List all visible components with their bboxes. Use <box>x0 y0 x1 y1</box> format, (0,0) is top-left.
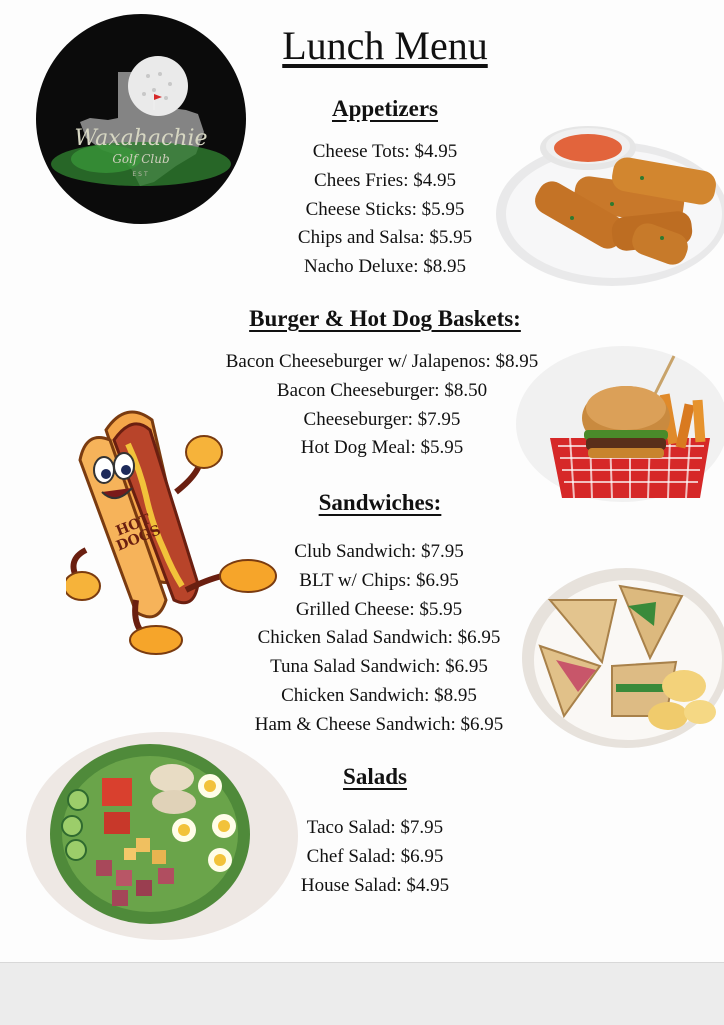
mascot-sign-text: HOT DOGS <box>113 511 164 555</box>
sandwiches-list <box>226 538 532 740</box>
menu-item: Hot Dog Meal: $5.95 <box>300 437 464 459</box>
menu-item: Cheeseburger: $7.95 <box>303 408 461 430</box>
menu-item: Cheese Tots: $4.95 <box>312 141 458 162</box>
appetizers-list <box>240 138 530 282</box>
logo-artwork <box>36 14 246 224</box>
menu-item: BLT w/ Chips: $6.95 <box>299 569 459 591</box>
menu-item: Club Sandwich: $7.95 <box>294 541 464 562</box>
scan-bottom-margin <box>0 962 724 1025</box>
salads-list <box>260 814 490 900</box>
logo-est: EST <box>132 171 150 178</box>
menu-item: Bacon Cheeseburger: $8.50 <box>276 379 488 401</box>
logo-subtitle: Golf Club <box>112 152 170 166</box>
burger-basket-photo <box>498 334 724 506</box>
logo-name: Waxahachie <box>74 126 208 151</box>
sandwiches-heading: Sandwiches: <box>318 490 442 515</box>
menu-item: Tuna Salad Sandwich: $6.95 <box>270 656 488 678</box>
appetizers-heading: Appetizers <box>331 96 439 121</box>
menu-item: Taco Salad: $7.95 <box>306 817 444 838</box>
menu-item: House Salad: $4.95 <box>300 874 450 896</box>
menu-item: Chees Fries: $4.95 <box>314 169 456 191</box>
golf-club-logo-icon <box>36 14 246 224</box>
page-title: Lunch Menu <box>282 23 488 68</box>
burger-baskets-heading: Burger & Hot Dog Baskets: <box>249 306 521 331</box>
menu-item: Cheese Sticks: $5.95 <box>305 198 465 220</box>
menu-item: Chips and Salsa: $5.95 <box>297 227 473 249</box>
menu-item: Nacho Deluxe: $8.95 <box>304 256 466 278</box>
menu-item: Ham & Cheese Sandwich: $6.95 <box>254 713 504 735</box>
cobb-salad-photo <box>24 730 300 942</box>
menu-item: Chicken Sandwich: $8.95 <box>281 684 477 706</box>
menu-item: Chicken Salad Sandwich: $6.95 <box>257 627 501 649</box>
menu-item: Chef Salad: $6.95 <box>306 845 444 867</box>
club-sandwich-photo <box>516 566 724 750</box>
menu-item: Grilled Cheese: $5.95 <box>295 598 463 620</box>
menu-item: Bacon Cheeseburger w/ Jalapenos: $8.95 <box>225 351 539 372</box>
salads-heading: Salads <box>343 764 407 789</box>
mozzarella-sticks-photo <box>492 118 724 286</box>
